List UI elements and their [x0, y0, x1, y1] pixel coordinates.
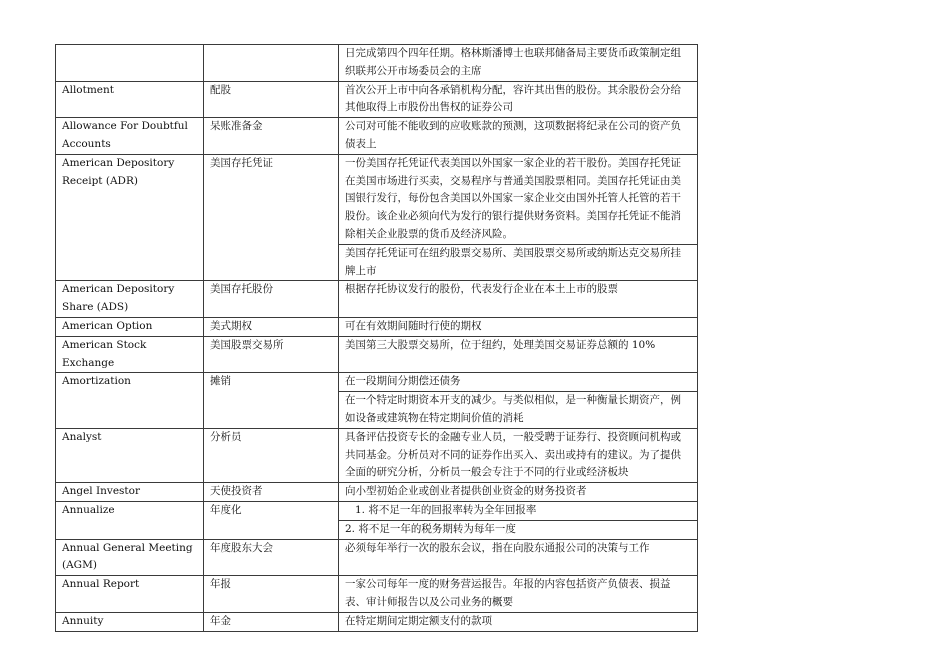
definition-text: 在特定期间定期定额支付的款项: [345, 614, 492, 627]
term-cell: Allowance For Doubtful Accounts: [56, 118, 204, 155]
chinese-term-cell: 美国股票交易所: [204, 336, 339, 373]
table-row: [56, 281, 698, 318]
table-row: [56, 118, 698, 155]
definition-cell: [339, 501, 698, 539]
definition-cell: [339, 373, 698, 428]
table-row: [56, 154, 698, 281]
term-cell: Allotment: [56, 81, 204, 118]
table-row: [56, 576, 698, 613]
term-cell: American Stock Exchange: [56, 336, 204, 373]
definition-text: 具备评估投资专长的金融专业人员，一般受聘于证券行、投资顾问机构或共同基金。分析员对不同的证券作出买入、卖出或持有的建议。为了提供全面的研究分析，分析员一般会专注于不同的行业或经济板块: [345, 430, 681, 479]
table-row: [56, 81, 698, 118]
definition-cell: [339, 483, 698, 502]
chinese-term-cell: 年报: [204, 576, 339, 613]
definition-text: 可在有效期间随时行使的期权: [345, 319, 482, 332]
term-cell: Annual Report: [56, 576, 204, 613]
chinese-term-cell: 年金: [204, 612, 339, 631]
term-cell: Angel Investor: [56, 483, 204, 502]
chinese-term-cell: 年度化: [204, 501, 339, 539]
definition-cell: [339, 539, 698, 576]
definition-cell: [339, 317, 698, 336]
table-row: [56, 501, 698, 539]
definition-cell: [339, 81, 698, 118]
term-cell: [56, 45, 204, 82]
definition-text: 2. 将不足一年的税务期转为每年一度: [339, 520, 697, 539]
definition-text: 美国存托凭证可在纽约股票交易所、美国股票交易所或纳斯达克交易所挂牌上市: [339, 244, 697, 281]
table-row: [56, 483, 698, 502]
glossary-body: [56, 45, 698, 632]
term-cell: Annuity: [56, 612, 204, 631]
term-cell: Annualize: [56, 501, 204, 539]
definition-text: 向小型初始企业或创业者提供创业资金的财务投资者: [345, 485, 587, 498]
chinese-term-cell: 摊销: [204, 373, 339, 428]
term-cell: Annual General Meeting (AGM): [56, 539, 204, 576]
term-cell: Analyst: [56, 428, 204, 482]
table-row: [56, 373, 698, 428]
chinese-term-cell: [204, 45, 339, 82]
definition-text: 美国第三大股票交易所，位于纽约，处理美国交易证券总额的 10%: [345, 338, 656, 351]
chinese-term-cell: 美国存托股份: [204, 281, 339, 318]
definition-cell: [339, 45, 698, 82]
definition-cell: [339, 154, 698, 281]
table-row: [56, 45, 698, 82]
term-cell: American Depository Share (ADS): [56, 281, 204, 318]
chinese-term-cell: 美国存托凭证: [204, 154, 339, 281]
definition-text: 公司对可能不能收到的应收账款的预测，这项数据将纪录在公司的资产负债表上: [345, 120, 681, 150]
table-row: [56, 539, 698, 576]
table-row: [56, 336, 698, 373]
chinese-term-cell: 呆账准备金: [204, 118, 339, 155]
definition-text: 日完成第四个四年任期。格林斯潘博士也联邦储备局主要货币政策制定组织联邦公开市场委员会的主席: [345, 47, 681, 77]
definition-cell: [339, 336, 698, 373]
definition-text: 1. 将不足一年的回报率转为全年回报率: [355, 503, 537, 516]
term-cell: American Option: [56, 317, 204, 336]
chinese-term-cell: 配股: [204, 81, 339, 118]
definition-text: 一份美国存托凭证代表美国以外国家一家企业的若干股份。美国存托凭证在美国市场进行买卖，交易程序与普通美国股票相同。美国存托凭证由美国银行发行，每份包含美国以外国家一家企业交由国外托管人托管的若干股份。该企业必须向代为发行的银行提供财务资料。美国存托凭证不能消除相关企业股票的货币及经济风险。: [345, 156, 681, 240]
table-row: [56, 612, 698, 631]
term-cell: Amortization: [56, 373, 204, 428]
table-row: [56, 428, 698, 482]
chinese-term-cell: 年度股东大会: [204, 539, 339, 576]
chinese-term-cell: 美式期权: [204, 317, 339, 336]
table-row: [56, 317, 698, 336]
definition-cell: [339, 576, 698, 613]
definition-text: 在一个特定时期资本开支的减少。与类似相似，是一种衡量长期资产，例如设备或建筑物在特定期间价值的消耗: [339, 391, 697, 428]
definition-cell: [339, 281, 698, 318]
definition-text: 必须每年举行一次的股东会议，指在向股东通报公司的决策与工作: [345, 541, 650, 554]
definition-cell: [339, 428, 698, 482]
glossary-table: [55, 44, 698, 632]
definition-text: 在一段期间分期偿还债务: [345, 375, 461, 388]
definition-cell: [339, 612, 698, 631]
definition-text: 一家公司每年一度的财务营运报告。年报的内容包括资产负债表、损益表、审计师报告以及公司业务的概要: [345, 578, 671, 608]
chinese-term-cell: 分析员: [204, 428, 339, 482]
definition-text: 首次公开上市中向各承销机构分配，容许其出售的股份。其余股份会分给其他取得上市股份出售权的证券公司: [345, 83, 681, 114]
definition-cell: [339, 118, 698, 155]
definition-text: 根据存托协议发行的股份，代表发行企业在本土上市的股票: [345, 283, 618, 296]
term-cell: American Depository Receipt (ADR): [56, 154, 204, 281]
chinese-term-cell: 天使投资者: [204, 483, 339, 502]
